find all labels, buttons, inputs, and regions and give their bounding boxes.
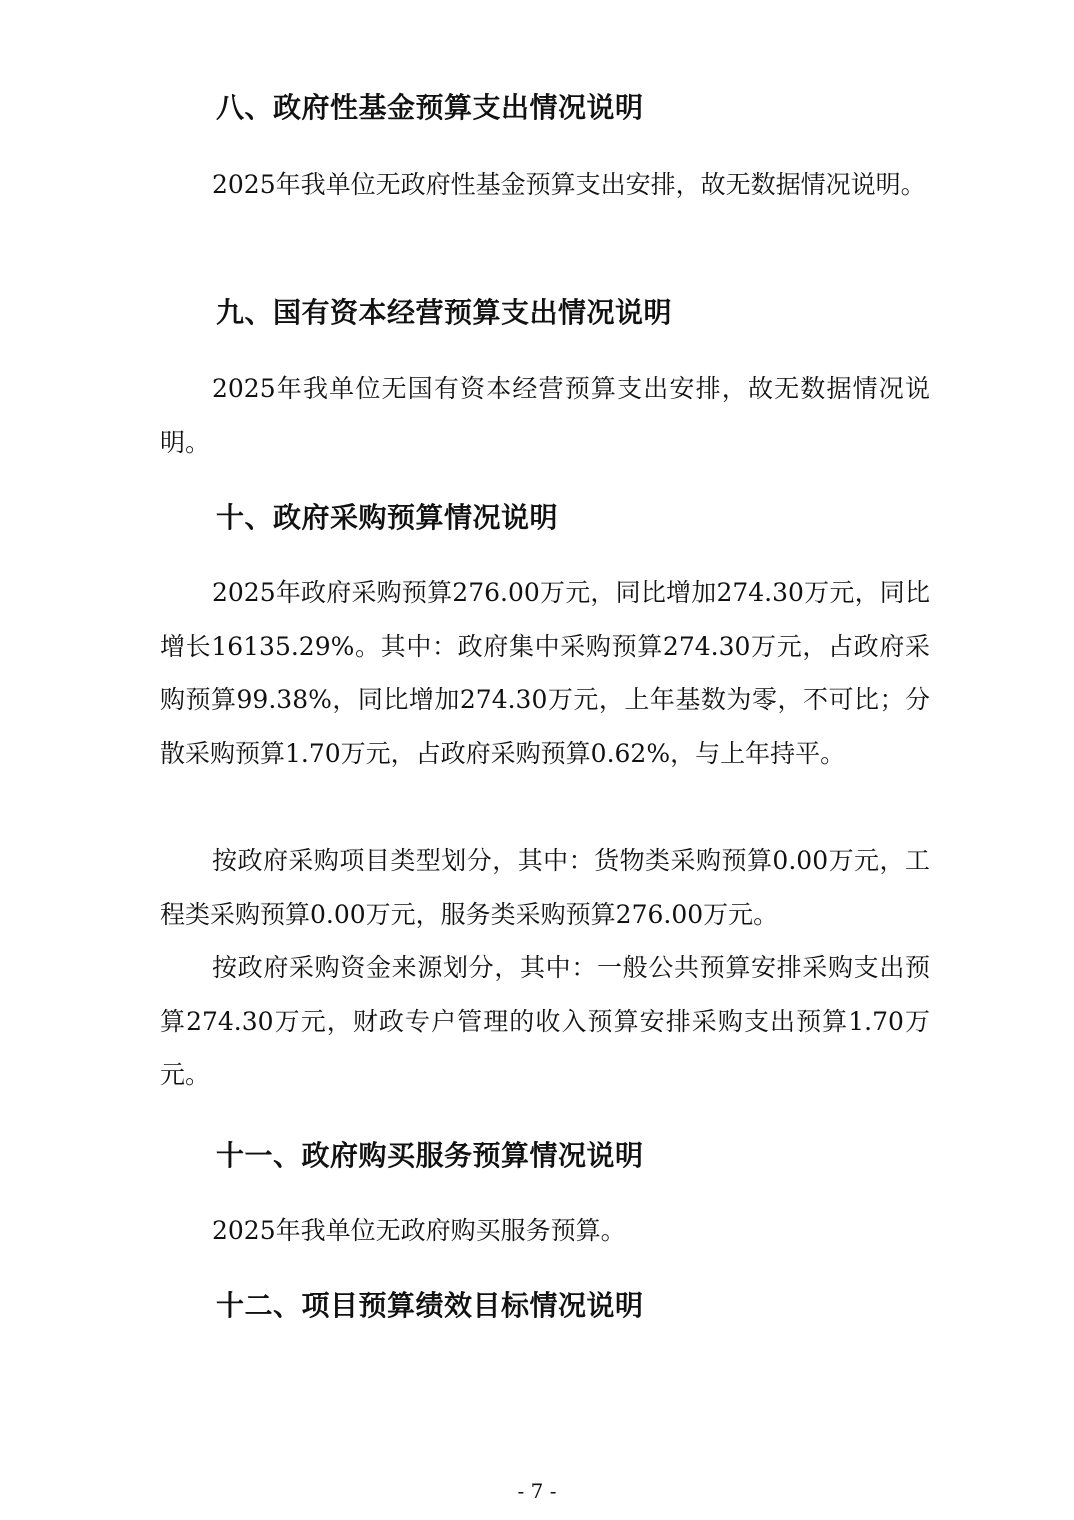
paragraph-procurement-summary: 2025年政府采购预算276.00万元，同比增加274.30万元，同比增长16135.29%。其中：政府集中采购预算274.30万元，占政府采购预算99.38%，同比增加274.30万元，上年基数为零，不可比；分散采购预算1.70万元，占政府采购预算0.62%，与上年持平。 bbox=[160, 578, 930, 768]
page-number: - 7 - bbox=[517, 1479, 557, 1503]
section-heading-government-fund: 八、政府性基金预算支出情况说明 bbox=[216, 91, 644, 124]
paragraph-procurement-by-type: 按政府采购项目类型划分，其中：货物类采购预算0.00万元，工程类采购预算0.00万元，服务类采购预算276.00万元。 bbox=[160, 846, 930, 929]
section-heading-purchased-services: 十一、政府购买服务预算情况说明 bbox=[216, 1139, 644, 1172]
paragraph-procurement-by-source: 按政府采购资金来源划分，其中：一般公共预算安排采购支出预算274.30万元，财政专户管理的收入预算安排采购支出预算1.70万元。 bbox=[160, 953, 930, 1089]
section-heading-performance-goals: 十二、项目预算绩效目标情况说明 bbox=[216, 1289, 644, 1322]
section-heading-state-capital: 九、国有资本经营预算支出情况说明 bbox=[216, 296, 673, 329]
paragraph-state-capital: 2025年我单位无国有资本经营预算支出安排，故无数据情况说明。 bbox=[160, 374, 930, 457]
section-heading-procurement: 十、政府采购预算情况说明 bbox=[216, 501, 559, 534]
paragraph-purchased-services: 2025年我单位无政府购买服务预算。 bbox=[212, 1216, 626, 1245]
paragraph-government-fund: 2025年我单位无政府性基金预算支出安排，故无数据情况说明。 bbox=[212, 170, 926, 199]
